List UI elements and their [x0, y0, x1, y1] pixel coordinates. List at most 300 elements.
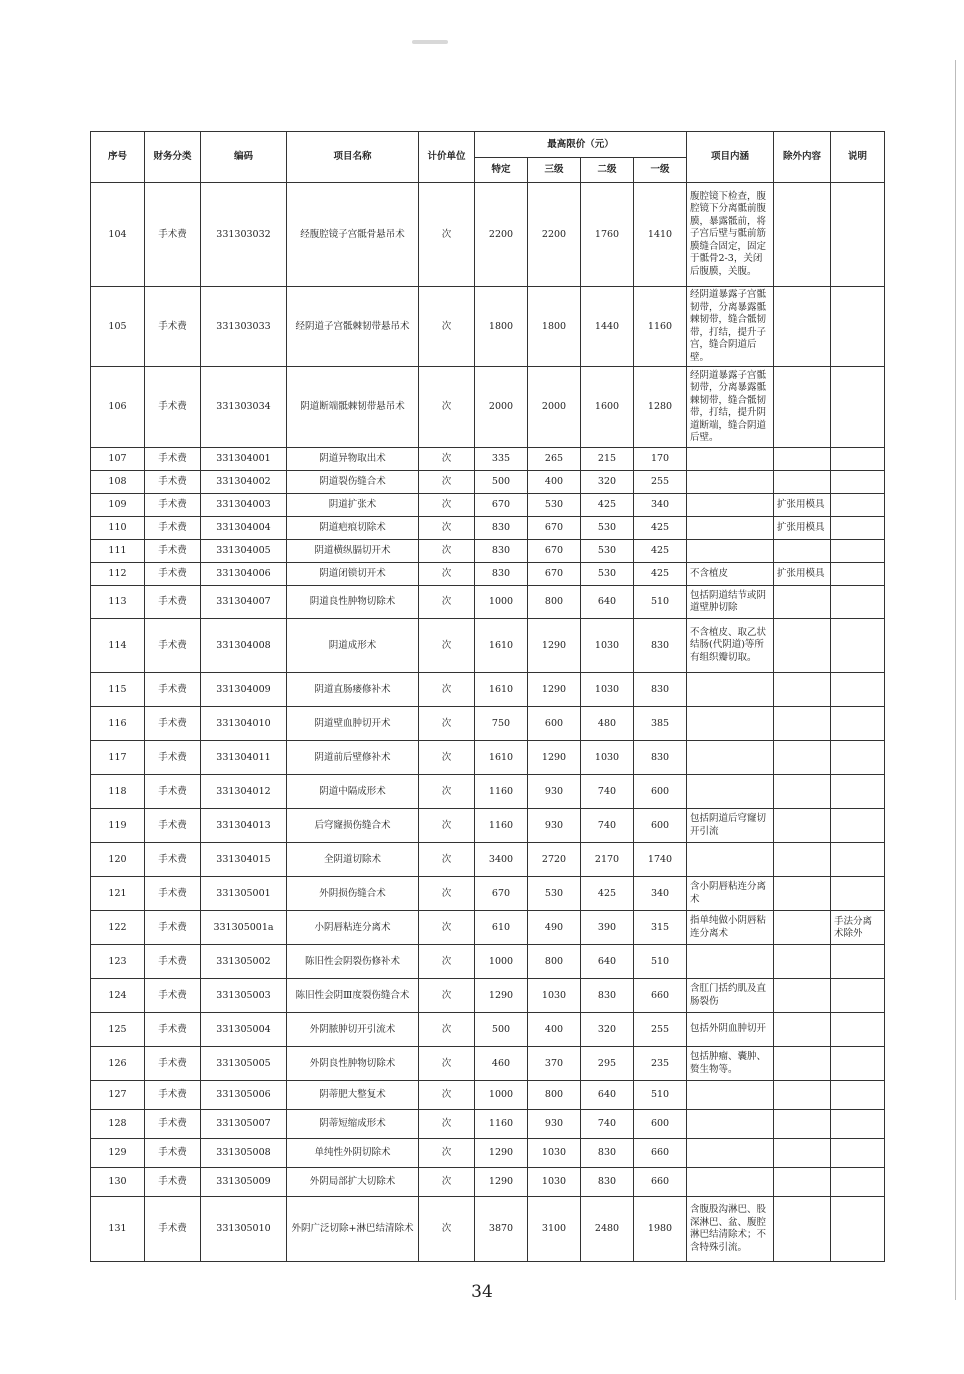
cell-unit: 次 — [419, 563, 475, 586]
cell-code: 331303032 — [201, 183, 287, 287]
cell-special: 830 — [475, 540, 528, 563]
cell-note — [831, 448, 885, 471]
cell-excluded — [774, 471, 831, 494]
header-seq: 序号 — [91, 132, 145, 183]
cell-note — [831, 1047, 885, 1081]
cell-name: 外阴局部扩大切除术 — [287, 1168, 419, 1197]
cell-note — [831, 1081, 885, 1110]
cell-level1: 425 — [634, 517, 687, 540]
cell-content: 含小阴唇粘连分离术 — [687, 877, 774, 911]
cell-level1: 660 — [634, 979, 687, 1013]
cell-unit: 次 — [419, 183, 475, 287]
cell-content: 不含植皮、取乙状结肠(代阴道)等所有组织瓣切取。 — [687, 619, 774, 673]
cell-level2: 1030 — [581, 619, 634, 673]
cell-special: 1160 — [475, 809, 528, 843]
cell-category: 手术费 — [145, 843, 201, 877]
cell-level2: 480 — [581, 707, 634, 741]
header-code: 编码 — [201, 132, 287, 183]
cell-special: 1610 — [475, 619, 528, 673]
cell-special: 830 — [475, 563, 528, 586]
cell-name: 阴道前后壁修补术 — [287, 741, 419, 775]
cell-special: 1000 — [475, 1081, 528, 1110]
cell-level2: 830 — [581, 1139, 634, 1168]
cell-name: 阴蒂短缩成形术 — [287, 1110, 419, 1139]
cell-code: 331305003 — [201, 979, 287, 1013]
cell-name: 后穹窿损伤缝合术 — [287, 809, 419, 843]
cell-seq: 109 — [91, 494, 145, 517]
cell-content: 经阴道暴露子宫骶韧带，分离暴露骶棘韧带，缝合骶韧带，打结，提升阴道断端，缝合阴道后壁。 — [687, 367, 774, 448]
cell-content: 包括阴道结节或阴道壁肿切除 — [687, 586, 774, 619]
cell-unit: 次 — [419, 1168, 475, 1197]
cell-note — [831, 586, 885, 619]
cell-excluded — [774, 1013, 831, 1047]
cell-level3: 400 — [528, 471, 581, 494]
header-name: 项目名称 — [287, 132, 419, 183]
cell-special: 670 — [475, 494, 528, 517]
cell-category: 手术费 — [145, 563, 201, 586]
cell-excluded — [774, 707, 831, 741]
cell-level1: 255 — [634, 1013, 687, 1047]
table-row — [91, 517, 885, 540]
cell-special: 1290 — [475, 1139, 528, 1168]
table-row — [91, 673, 885, 707]
cell-level1: 600 — [634, 1110, 687, 1139]
cell-special: 1290 — [475, 979, 528, 1013]
cell-category: 手术费 — [145, 287, 201, 367]
cell-seq: 120 — [91, 843, 145, 877]
cell-special: 3870 — [475, 1197, 528, 1262]
cell-excluded — [774, 367, 831, 448]
cell-code: 331305001 — [201, 877, 287, 911]
cell-level2: 320 — [581, 1013, 634, 1047]
cell-unit: 次 — [419, 448, 475, 471]
cell-seq: 129 — [91, 1139, 145, 1168]
cell-seq: 104 — [91, 183, 145, 287]
table-row — [91, 1110, 885, 1139]
cell-name: 阴道扩张术 — [287, 494, 419, 517]
cell-code: 331305006 — [201, 1081, 287, 1110]
table-row — [91, 619, 885, 673]
cell-unit: 次 — [419, 586, 475, 619]
cell-level3: 670 — [528, 540, 581, 563]
cell-name: 阴道闭锁切开术 — [287, 563, 419, 586]
cell-special: 500 — [475, 1013, 528, 1047]
cell-category: 手术费 — [145, 775, 201, 809]
cell-note — [831, 367, 885, 448]
cell-level1: 235 — [634, 1047, 687, 1081]
cell-seq: 121 — [91, 877, 145, 911]
cell-special: 2200 — [475, 183, 528, 287]
cell-level1: 315 — [634, 911, 687, 945]
cell-seq: 124 — [91, 979, 145, 1013]
cell-content — [687, 540, 774, 563]
table-row — [91, 471, 885, 494]
cell-seq: 110 — [91, 517, 145, 540]
cell-level2: 740 — [581, 1110, 634, 1139]
cell-level2: 390 — [581, 911, 634, 945]
cell-level3: 600 — [528, 707, 581, 741]
cell-level3: 800 — [528, 945, 581, 979]
cell-level1: 1980 — [634, 1197, 687, 1262]
cell-level3: 1030 — [528, 979, 581, 1013]
cell-level2: 530 — [581, 517, 634, 540]
cell-excluded — [774, 877, 831, 911]
table-row — [91, 1081, 885, 1110]
cell-level3: 800 — [528, 586, 581, 619]
cell-level1: 1410 — [634, 183, 687, 287]
cell-unit: 次 — [419, 843, 475, 877]
cell-seq: 130 — [91, 1168, 145, 1197]
cell-code: 331304004 — [201, 517, 287, 540]
cell-note: 手法分离术除外 — [831, 911, 885, 945]
cell-level1: 510 — [634, 945, 687, 979]
cell-seq: 123 — [91, 945, 145, 979]
cell-note — [831, 809, 885, 843]
cell-content: 含肛门括约肌及直肠裂伤 — [687, 979, 774, 1013]
cell-code: 331304002 — [201, 471, 287, 494]
cell-content — [687, 1081, 774, 1110]
cell-content — [687, 494, 774, 517]
cell-level3: 930 — [528, 1110, 581, 1139]
cell-level1: 510 — [634, 586, 687, 619]
cell-name: 经腹腔镜子宫骶骨悬吊术 — [287, 183, 419, 287]
cell-code: 331304007 — [201, 586, 287, 619]
cell-name: 单纯性外阴切除术 — [287, 1139, 419, 1168]
cell-seq: 114 — [91, 619, 145, 673]
table-row — [91, 1139, 885, 1168]
cell-seq: 117 — [91, 741, 145, 775]
cell-unit: 次 — [419, 911, 475, 945]
cell-level2: 1030 — [581, 673, 634, 707]
cell-code: 331305005 — [201, 1047, 287, 1081]
cell-excluded — [774, 979, 831, 1013]
cell-name: 阴道良性肿物切除术 — [287, 586, 419, 619]
cell-unit: 次 — [419, 1197, 475, 1262]
cell-unit: 次 — [419, 540, 475, 563]
cell-name: 外阴脓肿切开引流术 — [287, 1013, 419, 1047]
cell-special: 610 — [475, 911, 528, 945]
cell-category: 手术费 — [145, 1139, 201, 1168]
table-row — [91, 1168, 885, 1197]
cell-seq: 107 — [91, 448, 145, 471]
cell-level1: 830 — [634, 741, 687, 775]
cell-note — [831, 843, 885, 877]
header-level3: 三级 — [528, 158, 581, 183]
cell-level2: 830 — [581, 979, 634, 1013]
cell-seq: 105 — [91, 287, 145, 367]
cell-level1: 255 — [634, 471, 687, 494]
table-row — [91, 945, 885, 979]
cell-category: 手术费 — [145, 741, 201, 775]
cell-content — [687, 448, 774, 471]
table-row — [91, 809, 885, 843]
cell-level3: 530 — [528, 877, 581, 911]
cell-level3: 3100 — [528, 1197, 581, 1262]
cell-name: 小阴唇粘连分离术 — [287, 911, 419, 945]
cell-level2: 215 — [581, 448, 634, 471]
cell-special: 1160 — [475, 775, 528, 809]
cell-level3: 1030 — [528, 1139, 581, 1168]
cell-seq: 113 — [91, 586, 145, 619]
cell-excluded — [774, 809, 831, 843]
cell-category: 手术费 — [145, 586, 201, 619]
cell-level2: 740 — [581, 809, 634, 843]
cell-code: 331304003 — [201, 494, 287, 517]
cell-excluded — [774, 619, 831, 673]
cell-note — [831, 1168, 885, 1197]
cell-seq: 112 — [91, 563, 145, 586]
cell-excluded — [774, 775, 831, 809]
cell-level2: 1030 — [581, 741, 634, 775]
cell-note — [831, 287, 885, 367]
cell-name: 经阴道子宫骶棘韧带悬吊术 — [287, 287, 419, 367]
cell-note — [831, 517, 885, 540]
cell-level3: 1290 — [528, 741, 581, 775]
cell-code: 331304008 — [201, 619, 287, 673]
cell-content: 含腹股沟淋巴、股深淋巴、盆、腹腔淋巴结清除术；不含特殊引流。 — [687, 1197, 774, 1262]
cell-level3: 1030 — [528, 1168, 581, 1197]
cell-code: 331303033 — [201, 287, 287, 367]
cell-note — [831, 494, 885, 517]
cell-level3: 1290 — [528, 673, 581, 707]
cell-level1: 510 — [634, 1081, 687, 1110]
cell-seq: 108 — [91, 471, 145, 494]
cell-unit: 次 — [419, 877, 475, 911]
cell-code: 331305001a — [201, 911, 287, 945]
cell-code: 331304011 — [201, 741, 287, 775]
cell-content — [687, 673, 774, 707]
cell-unit: 次 — [419, 979, 475, 1013]
table-row — [91, 563, 885, 586]
cell-level2: 295 — [581, 1047, 634, 1081]
cell-excluded — [774, 1110, 831, 1139]
cell-level2: 425 — [581, 877, 634, 911]
cell-content: 指单纯做小阴唇粘连分离术 — [687, 911, 774, 945]
cell-name: 阴道异物取出术 — [287, 448, 419, 471]
cell-level3: 1290 — [528, 619, 581, 673]
cell-seq: 118 — [91, 775, 145, 809]
cell-level1: 1740 — [634, 843, 687, 877]
cell-unit: 次 — [419, 494, 475, 517]
cell-category: 手术费 — [145, 1047, 201, 1081]
cell-level2: 425 — [581, 494, 634, 517]
header-level2: 二级 — [581, 158, 634, 183]
cell-level2: 1440 — [581, 287, 634, 367]
cell-note — [831, 741, 885, 775]
cell-unit: 次 — [419, 1139, 475, 1168]
cell-unit: 次 — [419, 471, 475, 494]
cell-excluded — [774, 945, 831, 979]
header-level1: 一级 — [634, 158, 687, 183]
cell-category: 手术费 — [145, 1110, 201, 1139]
cell-level3: 2000 — [528, 367, 581, 448]
cell-content — [687, 707, 774, 741]
cell-level2: 530 — [581, 540, 634, 563]
cell-level2: 1760 — [581, 183, 634, 287]
cell-level2: 530 — [581, 563, 634, 586]
cell-special: 1000 — [475, 945, 528, 979]
cell-level1: 340 — [634, 877, 687, 911]
cell-code: 331305010 — [201, 1197, 287, 1262]
cell-name: 阴道裂伤缝合术 — [287, 471, 419, 494]
cell-category: 手术费 — [145, 367, 201, 448]
table-row — [91, 287, 885, 367]
cell-level2: 740 — [581, 775, 634, 809]
cell-note — [831, 619, 885, 673]
cell-note — [831, 540, 885, 563]
cell-code: 331305004 — [201, 1013, 287, 1047]
cell-code: 331304001 — [201, 448, 287, 471]
table-row — [91, 1197, 885, 1262]
cell-name: 全阴道切除术 — [287, 843, 419, 877]
cell-category: 手术费 — [145, 619, 201, 673]
cell-seq: 116 — [91, 707, 145, 741]
cell-excluded — [774, 540, 831, 563]
cell-note — [831, 775, 885, 809]
cell-code: 331304013 — [201, 809, 287, 843]
cell-unit: 次 — [419, 945, 475, 979]
cell-level1: 600 — [634, 775, 687, 809]
cell-category: 手术费 — [145, 471, 201, 494]
cell-category: 手术费 — [145, 945, 201, 979]
cell-excluded — [774, 1047, 831, 1081]
cell-category: 手术费 — [145, 911, 201, 945]
cell-name: 阴道断端骶棘韧带悬吊术 — [287, 367, 419, 448]
cell-unit: 次 — [419, 1110, 475, 1139]
cell-special: 670 — [475, 877, 528, 911]
cell-category: 手术费 — [145, 517, 201, 540]
table-row — [91, 494, 885, 517]
table-row — [91, 911, 885, 945]
cell-name: 外阴损伤缝合术 — [287, 877, 419, 911]
cell-code: 331305002 — [201, 945, 287, 979]
cell-name: 阴道横纵膈切开术 — [287, 540, 419, 563]
cell-level3: 930 — [528, 809, 581, 843]
cell-seq: 131 — [91, 1197, 145, 1262]
cell-category: 手术费 — [145, 809, 201, 843]
cell-special: 1610 — [475, 741, 528, 775]
header-max-price: 最高限价（元） — [475, 132, 687, 158]
cell-level2: 640 — [581, 586, 634, 619]
price-table — [90, 131, 885, 1262]
cell-content — [687, 741, 774, 775]
cell-code: 331303034 — [201, 367, 287, 448]
cell-content — [687, 1110, 774, 1139]
cell-special: 500 — [475, 471, 528, 494]
cell-content — [687, 1139, 774, 1168]
cell-special: 1000 — [475, 586, 528, 619]
cell-excluded: 扩张用模具 — [774, 517, 831, 540]
cell-level3: 670 — [528, 517, 581, 540]
table-row — [91, 741, 885, 775]
table-row — [91, 367, 885, 448]
cell-category: 手术费 — [145, 877, 201, 911]
table-row — [91, 448, 885, 471]
table-row — [91, 586, 885, 619]
cell-code: 331304010 — [201, 707, 287, 741]
cell-category: 手术费 — [145, 494, 201, 517]
cell-name: 阴蒂肥大整复术 — [287, 1081, 419, 1110]
cell-excluded — [774, 183, 831, 287]
cell-name: 陈旧性会阴Ⅲ度裂伤缝合术 — [287, 979, 419, 1013]
cell-seq: 128 — [91, 1110, 145, 1139]
cell-excluded — [774, 741, 831, 775]
cell-note — [831, 1197, 885, 1262]
cell-level3: 930 — [528, 775, 581, 809]
cell-excluded — [774, 1139, 831, 1168]
cell-name: 外阴良性肿物切除术 — [287, 1047, 419, 1081]
cell-level1: 830 — [634, 619, 687, 673]
cell-excluded — [774, 1081, 831, 1110]
cell-seq: 127 — [91, 1081, 145, 1110]
cell-level3: 2200 — [528, 183, 581, 287]
cell-content — [687, 945, 774, 979]
cell-category: 手术费 — [145, 1013, 201, 1047]
cell-category: 手术费 — [145, 707, 201, 741]
cell-level2: 640 — [581, 1081, 634, 1110]
cell-level1: 425 — [634, 540, 687, 563]
cell-content: 包括外阴血肿切开 — [687, 1013, 774, 1047]
cell-seq: 125 — [91, 1013, 145, 1047]
cell-note — [831, 945, 885, 979]
cell-level3: 400 — [528, 1013, 581, 1047]
scan-artifact — [412, 40, 448, 44]
cell-name: 阴道壁血肿切开术 — [287, 707, 419, 741]
cell-excluded — [774, 911, 831, 945]
cell-excluded — [774, 1197, 831, 1262]
cell-special: 335 — [475, 448, 528, 471]
cell-category: 手术费 — [145, 540, 201, 563]
cell-content — [687, 517, 774, 540]
cell-note — [831, 1013, 885, 1047]
cell-special: 1160 — [475, 1110, 528, 1139]
table-row — [91, 843, 885, 877]
cell-unit: 次 — [419, 1047, 475, 1081]
cell-content — [687, 471, 774, 494]
cell-code: 331305009 — [201, 1168, 287, 1197]
cell-seq: 119 — [91, 809, 145, 843]
cell-level1: 1160 — [634, 287, 687, 367]
cell-special: 830 — [475, 517, 528, 540]
cell-category: 手术费 — [145, 1168, 201, 1197]
table-row — [91, 707, 885, 741]
cell-name: 阴道中隔成形术 — [287, 775, 419, 809]
cell-excluded: 扩张用模具 — [774, 563, 831, 586]
cell-level1: 385 — [634, 707, 687, 741]
cell-excluded — [774, 673, 831, 707]
cell-code: 331304015 — [201, 843, 287, 877]
cell-seq: 122 — [91, 911, 145, 945]
cell-level1: 660 — [634, 1139, 687, 1168]
cell-unit: 次 — [419, 775, 475, 809]
cell-category: 手术费 — [145, 448, 201, 471]
cell-unit: 次 — [419, 1081, 475, 1110]
table-row — [91, 1047, 885, 1081]
cell-excluded — [774, 843, 831, 877]
cell-level3: 490 — [528, 911, 581, 945]
cell-category: 手术费 — [145, 673, 201, 707]
cell-note — [831, 877, 885, 911]
cell-unit: 次 — [419, 287, 475, 367]
cell-seq: 106 — [91, 367, 145, 448]
cell-note — [831, 979, 885, 1013]
cell-level1: 1280 — [634, 367, 687, 448]
cell-level3: 2720 — [528, 843, 581, 877]
cell-level3: 800 — [528, 1081, 581, 1110]
header-unit: 计价单位 — [419, 132, 475, 183]
cell-unit: 次 — [419, 1013, 475, 1047]
cell-level3: 530 — [528, 494, 581, 517]
